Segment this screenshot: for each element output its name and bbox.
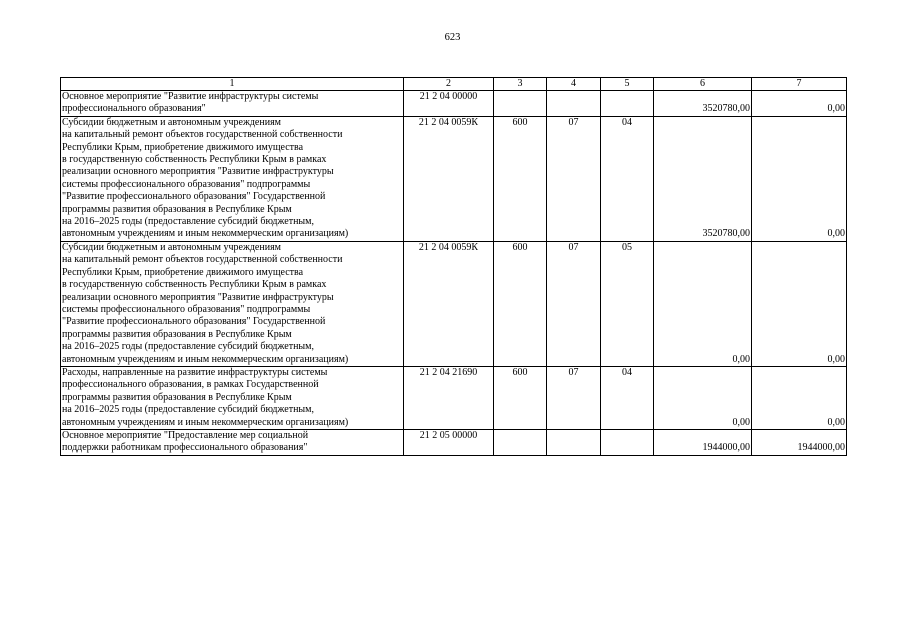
row-description: Расходы, направленные на развитие инфраструктуры системы профессионального образования, в рамках Государственной программы развития образования в Республике Крым на 2016–2025 годы (предоставление субсидий бюджетным, автономным учреждениям и иным некоммерческим организациям)	[61, 366, 404, 429]
row-amount-7: 0,00	[752, 116, 847, 241]
row-description: Основное мероприятие "Предоставление мер социальной поддержки работникам профессионального образования"	[61, 429, 404, 455]
row-description: Субсидии бюджетным и автономным учреждениям на капитальный ремонт объектов государственной собственности Республики Крым, приобретение движимого имущества в государственную собственность Республики Крым в рамках реализации основного мероприятия "Развитие инфраструктуры системы профессионального образования" подпрограммы "Развитие профессионального образования" Государственной программы развития образования в Республике Крым на 2016–2025 годы (предоставление субсидий бюджетным, автономным учреждениям и иным некоммерческим организациям)	[61, 116, 404, 241]
row-col3: 600	[494, 366, 547, 429]
row-col5: 04	[601, 366, 654, 429]
row-code: 21 2 05 00000	[404, 429, 494, 455]
row-col4	[547, 429, 601, 455]
table-row	[61, 429, 847, 455]
header-cell: 2	[404, 78, 494, 91]
row-code: 21 2 04 00000	[404, 91, 494, 117]
row-col4: 07	[547, 116, 601, 241]
row-amount-7: 1944000,00	[752, 429, 847, 455]
table-header-row	[61, 78, 847, 91]
row-amount-6: 0,00	[654, 241, 752, 366]
header-cell: 5	[601, 78, 654, 91]
row-col5	[601, 429, 654, 455]
row-amount-6: 0,00	[654, 366, 752, 429]
row-amount-6: 3520780,00	[654, 91, 752, 117]
row-code: 21 2 04 0059К	[404, 116, 494, 241]
budget-table	[60, 77, 847, 456]
row-amount-7: 0,00	[752, 91, 847, 117]
row-amount-6: 1944000,00	[654, 429, 752, 455]
row-description: Субсидии бюджетным и автономным учреждениям на капитальный ремонт объектов государственной собственности Республики Крым, приобретение движимого имущества в государственную собственность Республики Крым в рамках реализации основного мероприятия "Развитие инфраструктуры системы профессионального образования" подпрограммы "Развитие профессионального образования" Государственной программы развития образования в Республике Крым на 2016–2025 годы (предоставление субсидий бюджетным, автономным учреждениям и иным некоммерческим организациям)	[61, 241, 404, 366]
row-description: Основное мероприятие "Развитие инфраструктуры системы профессионального образования"	[61, 91, 404, 117]
page-number: 623	[444, 32, 461, 43]
row-col3	[494, 429, 547, 455]
header-cell: 1	[61, 78, 404, 91]
table-row	[61, 116, 847, 241]
row-col5	[601, 91, 654, 117]
row-amount-6: 3520780,00	[654, 116, 752, 241]
table-row	[61, 366, 847, 429]
table-row	[61, 91, 847, 117]
row-col3: 600	[494, 241, 547, 366]
row-amount-7: 0,00	[752, 366, 847, 429]
header-cell: 6	[654, 78, 752, 91]
row-col5: 04	[601, 116, 654, 241]
row-code: 21 2 04 0059К	[404, 241, 494, 366]
header-cell: 3	[494, 78, 547, 91]
row-col3	[494, 91, 547, 117]
row-amount-7: 0,00	[752, 241, 847, 366]
row-col4: 07	[547, 366, 601, 429]
header-cell: 4	[547, 78, 601, 91]
header-cell: 7	[752, 78, 847, 91]
row-col4: 07	[547, 241, 601, 366]
table-row	[61, 241, 847, 366]
row-col3: 600	[494, 116, 547, 241]
row-col4	[547, 91, 601, 117]
row-col5: 05	[601, 241, 654, 366]
row-code: 21 2 04 21690	[404, 366, 494, 429]
